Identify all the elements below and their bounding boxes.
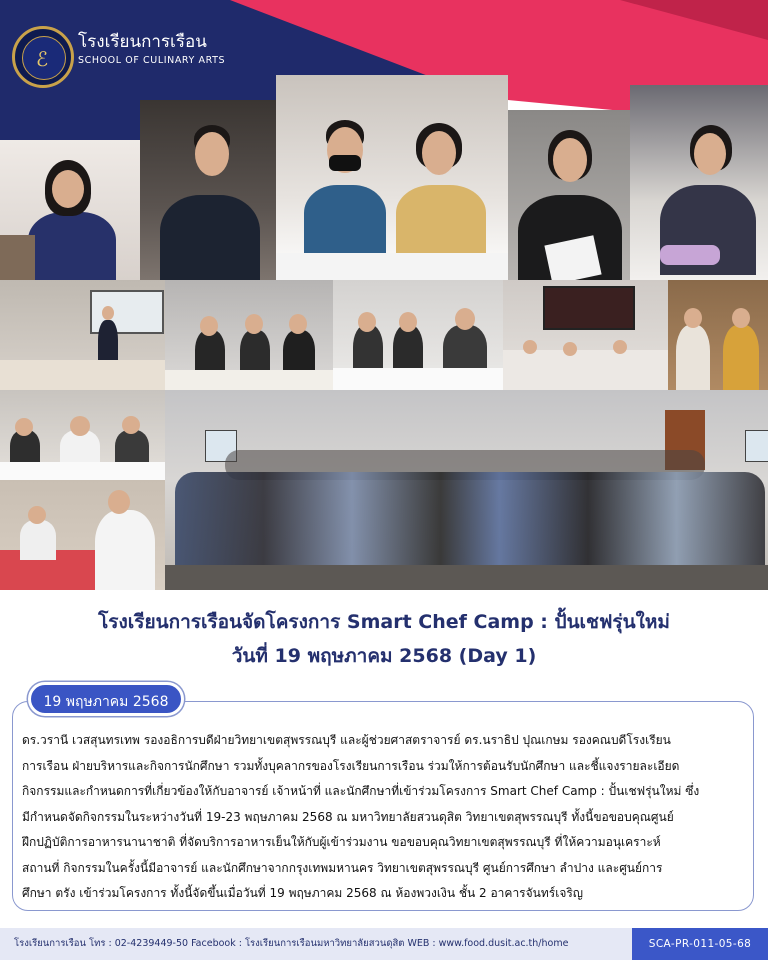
headline-line-2: วันที่ 19 พฤษภาคม 2568 (Day 1) bbox=[231, 645, 537, 667]
photo-man-speaking-microphone bbox=[140, 100, 276, 280]
article-body bbox=[22, 728, 746, 907]
photo-speaker-at-screen bbox=[0, 280, 165, 390]
photo-students-at-tables bbox=[0, 390, 165, 480]
photo-students-with-screen bbox=[503, 280, 668, 390]
article-line: มีกำหนดจัดกิจกรรมในระหว่างวันที่ 19-23 พฤษภาคม 2568 ณ มหาวิทยาลัยสวนดุสิต วิทยาเขตสุพรรณบุรี ทั้งนี้ขอขอบคุณศูนย์ bbox=[22, 809, 674, 824]
school-name-english: SCHOOL OF CULINARY ARTS bbox=[78, 55, 226, 66]
headline-line-1: โรงเรียนการเรือนจัดโครงการ Smart Chef Camp : ปั้นเชฟรุ่นใหม่ bbox=[98, 611, 670, 633]
footer-contact: โรงเรียนการเรือน โทร : 02-4239449-50 Facebook : โรงเรียนการเรือนมหาวิทยาลัยสวนดุสิต WEB : www.food.dusit.ac.th/home bbox=[14, 938, 569, 949]
photo-chef-woman-with-paper bbox=[508, 110, 630, 280]
school-seal-icon: ℰ bbox=[22, 36, 66, 80]
photo-group-photo bbox=[165, 390, 768, 590]
photo-audience-at-tables bbox=[333, 280, 503, 390]
article-line: กิจกรรมและกำหนดการที่เกี่ยวข้องให้กับอาจารย์ เจ้าหน้าที่ และนักศึกษาที่เข้าร่วมโครงการ Smart Chef Camp : ปั้นเชฟรุ่นใหม่ ซึ่ง bbox=[22, 784, 700, 798]
article-line: ดร.วรานี เวสสุนทรเทพ รองอธิการบดีฝ่ายวิทยาเขตสุพรรณบุรี และผู้ช่วยศาสตราจารย์ ดร.นราธิป ปุณเกษม รองคณบดีโรงเรียน bbox=[22, 733, 671, 747]
school-logo bbox=[12, 26, 74, 88]
photo-woman-in-chef-jacket bbox=[630, 85, 768, 280]
school-name-thai: โรงเรียนการเรือน bbox=[78, 32, 207, 52]
photo-two-women-standing bbox=[668, 280, 768, 390]
article-line: ศึกษา ตรัง เข้าร่วมโครงการ ทั้งนี้จัดขึ้นเมื่อวันที่ 19 พฤษภาคม 2568 ณ ห้องพวงเงิน ชั้น 2 อาคารจันทร์เจริญ bbox=[22, 886, 584, 900]
photo-executive-woman-seated bbox=[0, 140, 140, 280]
photo-students-seated-rows bbox=[165, 280, 333, 390]
date-badge: 19 พฤษภาคม 2568 bbox=[28, 682, 184, 716]
article-line: สถานที่ กิจกรรมในครั้งนี้มีอาจารย์ และนักศึกษาจากกรุงเทพมหานคร วิทยาเขตสุพรรณบุรี ศูนย์การศึกษา ลำปาง และศูนย์การ bbox=[22, 860, 663, 875]
document-code: SCA-PR-011-05-68 bbox=[632, 928, 768, 960]
article-line: ฝึกปฏิบัติการอาหารนานาชาติ ที่จัดบริการอาหารเย็นให้กับผู้เข้าร่วมงาน ขอขอบคุณวิทยาเขตสุพรรณบุรี ที่ให้ความอนุเคราะห์ bbox=[22, 835, 661, 849]
photo-guests-seated-at-table bbox=[276, 75, 508, 280]
article-line: การเรือน ฝ่ายบริหารและกิจการนักศึกษา รวมทั้งบุคลากรของโรงเรียนการเรือน ร่วมให้การต้อนรับนักศึกษา และชี้แจงรายละเอียด bbox=[22, 758, 680, 773]
photo-students-registering bbox=[0, 480, 165, 590]
